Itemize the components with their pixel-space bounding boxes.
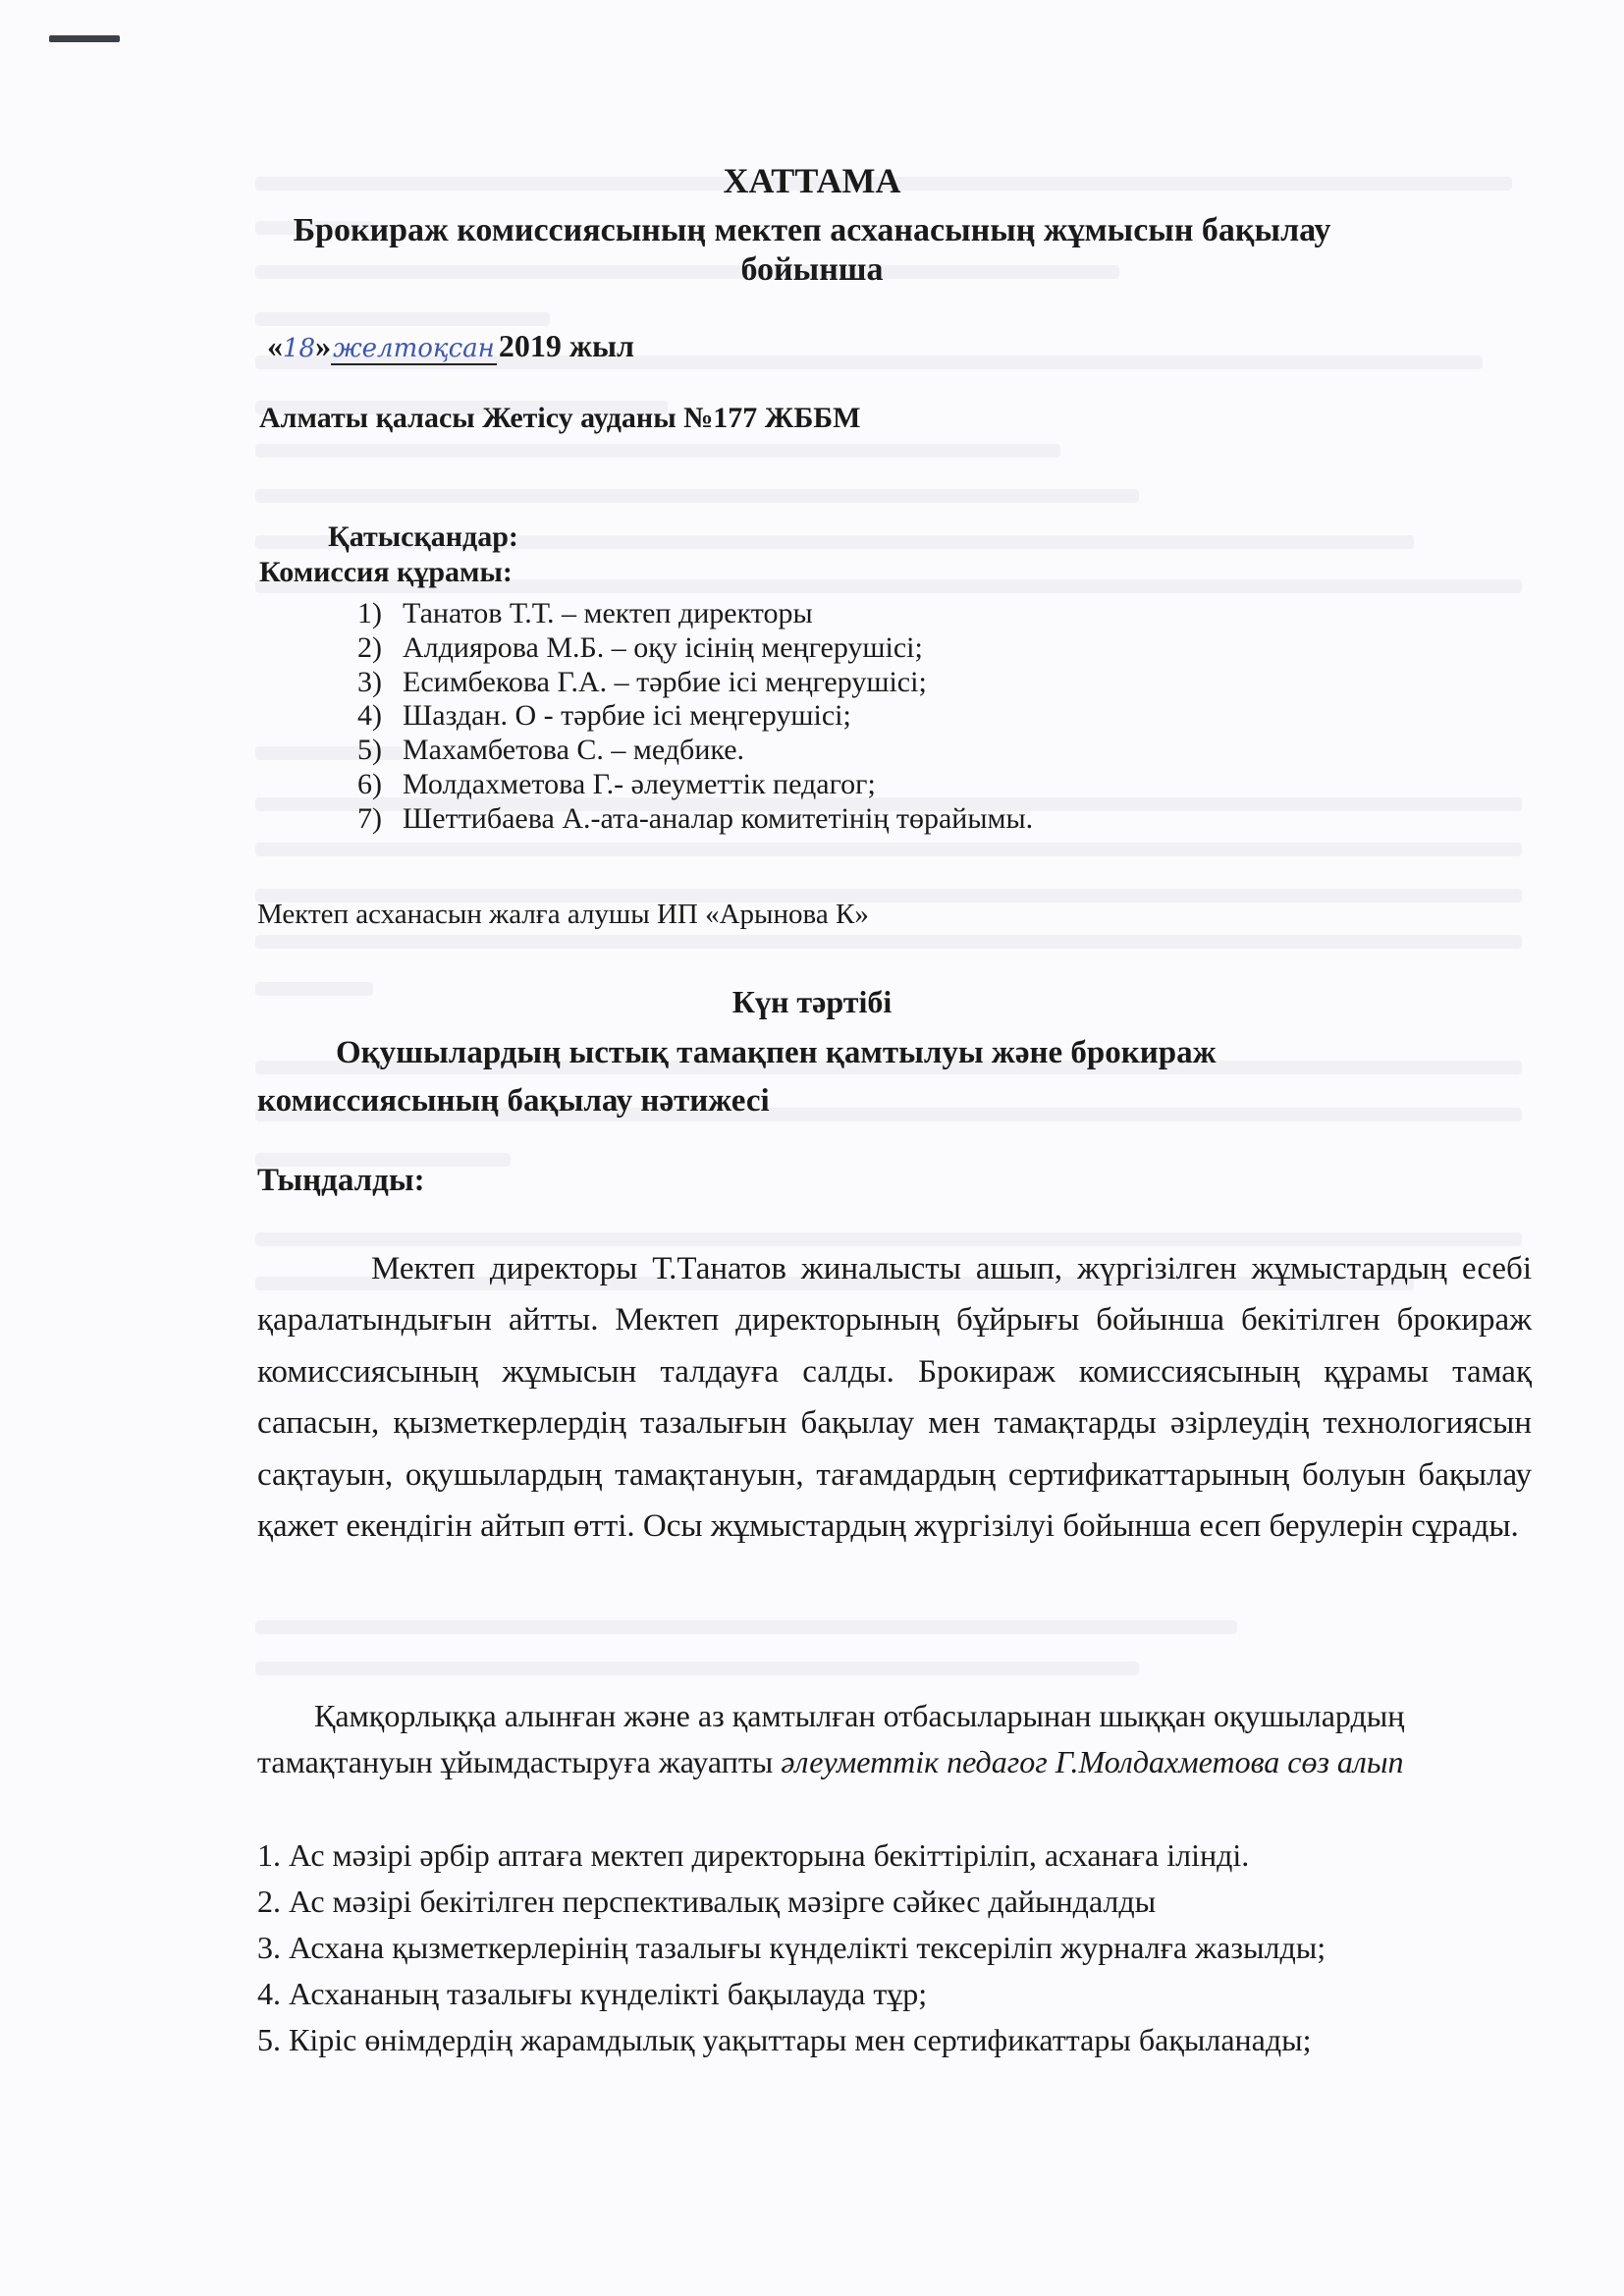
commission-member xyxy=(357,734,1033,768)
document-subtitle-line2: бойынша xyxy=(740,251,884,288)
result-item: 2. Ас мәзірі бекітілген перспективалық мәзірге сәйкес дайындалды xyxy=(257,1884,1157,1919)
scan-mark xyxy=(49,35,120,42)
commission-member xyxy=(357,768,1033,802)
commission-member xyxy=(357,597,1033,631)
heard-label: Тыңдалды: xyxy=(257,1163,425,1198)
member-text: Танатов Т.Т. – мектеп директоры xyxy=(403,597,813,629)
director-paragraph: Мектеп директоры Т.Танатов жиналысты ашып, жүргізілген жұмыстардың есебі қаралатындығын айтты. Мектеп директорының бұйрығы бойынша бекітілген брокираж комиссиясының жұмысын талдауға салды. Брокираж комиссиясының құрамы тамақ сапасын, қызметкерлердің тазалығын бақылау мен тамақтарды әзірлеудің технологиясын сақтауын, оқушылардың тамақтануын, тағамдардың сертификаттарының болуын бақылау қажет екендігін айтып өтті. Осы жұмыстардың жүргізілуі бойынша есеп берулерін сұрады. xyxy=(257,1251,1532,1545)
date-day-handwritten: 18 xyxy=(283,334,316,363)
member-number: 6) xyxy=(357,767,382,800)
commission-member xyxy=(357,666,1033,700)
result-item: 4. Асхананың тазалығы күнделікті бақылауда тұр; xyxy=(257,1976,928,2011)
document-date xyxy=(267,328,634,365)
agenda-line2: комиссиясының бақылау нәтижесі xyxy=(257,1083,770,1119)
date-year: 2019 жыл xyxy=(498,328,634,363)
commission-member xyxy=(357,631,1033,666)
member-number: 4) xyxy=(357,699,382,733)
commission-members-list xyxy=(357,597,1033,837)
agenda-heading: Күн тәртібі xyxy=(731,984,893,1019)
results-list xyxy=(257,1832,1524,2063)
member-text: Молдахметова Г.- әлеуметтік педагог; xyxy=(403,767,876,800)
commission-label: Комиссия құрамы: xyxy=(259,556,513,588)
member-number: 1) xyxy=(357,597,382,629)
member-number: 7) xyxy=(357,801,382,835)
member-text: Есимбекова Г.А. – тәрбие ісі меңгерушісі; xyxy=(403,665,927,698)
member-number: 3) xyxy=(357,665,382,698)
date-month-handwritten: желтоқсан xyxy=(333,334,495,363)
member-text: Алдиярова М.Б. – оқу ісінің меңгерушісі; xyxy=(403,630,923,664)
commission-member xyxy=(357,802,1033,837)
member-text: Шеттибаева А.-ата-аналар комитетінің төрайымы. xyxy=(403,801,1034,835)
member-number: 2) xyxy=(357,630,382,664)
social-pedagog-paragraph xyxy=(257,1693,1563,1785)
school-name: Алматы қаласы Жетісу ауданы №177 ЖББМ xyxy=(259,402,861,434)
social-paragraph-text: Қамқорлыққа алынған және аз қамтылған отбасыларынан шыққан оқушылардың тамақтануын ұйымдастыруға жауапты xyxy=(257,1698,1405,1779)
member-number: 5) xyxy=(357,734,382,767)
date-close-quote: » xyxy=(315,328,332,363)
document-title: ХАТТАМА xyxy=(723,161,901,200)
result-item: 3. Асхана қызметкерлерінің тазалығы күнделікті тексеріліп журналға жазылды; xyxy=(257,1930,1326,1965)
result-item: 1. Ас мәзірі әрбір аптаға мектеп директорына бекіттіріліп, асханаға ілінді. xyxy=(257,1837,1250,1873)
agenda-line1: Оқушылардың ыстық тамақпен қамтылуы және брокираж xyxy=(336,1035,1217,1070)
participants-label: Қатысқандар: xyxy=(328,520,518,553)
commission-member xyxy=(357,699,1033,734)
member-text: Шаздан. О - тәрбие ісі меңгерушісі; xyxy=(403,699,851,733)
canteen-tenant: Мектеп асханасын жалға алушы ИП «Арынова К» xyxy=(257,899,869,930)
document-subtitle-line1: Брокираж комиссиясының мектеп асханасының жұмысын бақылау xyxy=(293,212,1331,248)
social-paragraph-speaker: әлеуметтік педагог Г.Молдахметова сөз алып xyxy=(781,1744,1404,1779)
member-text: Махамбетова С. – медбике. xyxy=(403,734,745,767)
date-open-quote: « xyxy=(267,328,283,363)
result-item: 5. Кіріс өнімдердің жарамдылық уақыттары мен сертификаттары бақыланады; xyxy=(257,2022,1312,2057)
